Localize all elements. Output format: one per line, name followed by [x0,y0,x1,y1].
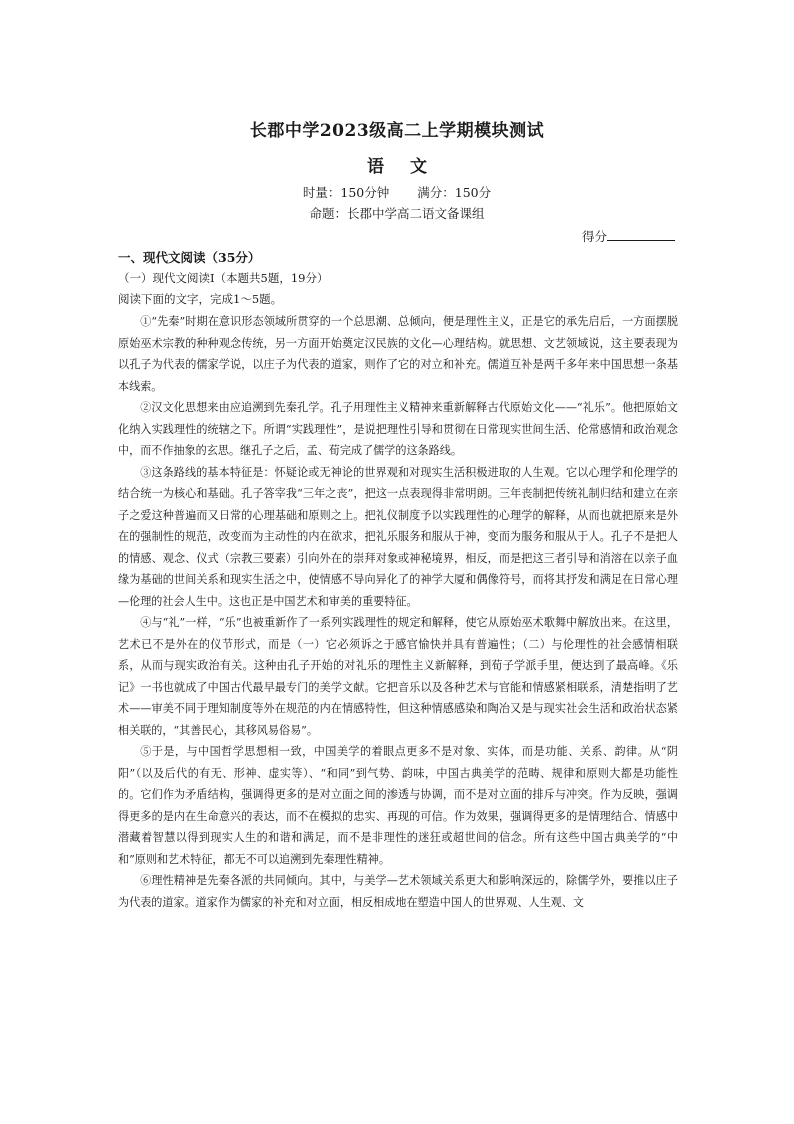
score-field[interactable] [582,227,675,245]
exam-meta [0,183,794,201]
paragraph: ④与“礼”一样，“乐”也被重新作了一系列实践理性的规定和解释，使它从原始巫术歌舞中解放出来。在这里，艺术已不是外在的仪节形式，而是（一）它必须诉之于感官愉快并具有普遍性；（二）与伦理性的社会感情相联系，从而与现实政治有关。这种由孔子开始的对礼乐的理性主义新解释，到荀子学派手里，便达到了最高峰。《乐记》一书也就成了中国古代最早最专门的美学文献。它把音乐以及各种艺术与官能和情感紧相联系，清楚指明了艺术——审美不同于理知制度等外在规范的内在情感特性，但这种情感感染和陶冶又是与现实社会生活和政治状态紧相关联的，“其善民心，其移风易俗易”。 [118,616,678,737]
score-blank-line[interactable] [607,228,675,241]
full-score: 满分：150分 [417,185,492,200]
reading-passage [118,311,678,913]
reading-instruction: 阅读下面的文字，完成1～5题。 [118,292,283,306]
subsection-heading: （一）现代文阅读Ⅰ（本题共5题，19分） [118,271,329,285]
section-heading: 一、现代文阅读（35分） [118,250,261,265]
paragraph: ③这条路线的基本特征是：怀疑论或无神论的世界观和对现实生活积极进取的人生观。它以心理学和伦理学的结合统一为核心和基础。孔子答宰我“三年之丧”，把这一点表现得非常明朗。三年丧制把传统礼制归结和建立在亲子之爱这种普遍而又日常的心理基础和原则之上。把礼仪制度予以实践理性的心理学的解释，从而也就把原来是外在的强制性的规范，改变而为主动性的内在欲求，把礼乐服务和服从于神，变而为服务和服从于人。孔子不是把人的情感、观念、仪式（宗教三要素）引向外在的崇拜对象或神秘境界，相反，而是把这三者引导和消溶在以亲子血缘为基础的世间关系和现实生活之中，使情感不导向异化了的神学大厦和偶像符号，而将其抒发和满足在日常心理—伦理的社会人生中。这也正是中国艺术和审美的重要特征。 [118,465,678,608]
paragraph: ⑤于是，与中国哲学思想相一致，中国美学的着眼点更多不是对象、实体，而是功能、关系、韵律。从“阴阳”（以及后代的有无、形神、虚实等）、“和同”到气势、韵味，中国古典美学的范畴、规律和原则大都是功能性的。它们作为矛盾结构，强调得更多的是对立面之间的渗透与协调，而不是对立面的排斥与冲突。作为反映，强调得更多的是内在生命意兴的表达，而不在模拟的忠实、再现的可信。作为效果，强调得更多的是情理结合、情感中潜藏着智慧以得到现实人生的和谐和满足，而不是非理性的迷狂或超世间的信念。所有这些中国古典美学的“中和”原则和艺术特征，都无不可以追溯到先秦理性精神。 [118,745,678,866]
exam-title: 长郡中学2023级高二上学期模块测试 [249,121,545,141]
score-field-label: 得分 [582,229,608,244]
paragraph: ②汉文化思想来由应追溯到先秦孔学。孔子用理性主义精神来重新解释古代原始文化——“礼乐”。他把原始文化纳入实践理性的统辖之下。所谓“实践理性”，是说把理性引导和贯彻在日常现实世间生活、伦常感情和政治观念中，而不作抽象的玄思。继孔子之后，孟、荀完成了儒学的这条路线。 [118,401,678,457]
paragraph: ⑥理性精神是先秦各派的共同倾向。其中，与美学—艺术领域关系更大和影响深远的，除儒学外，要推以庄子为代表的道家。道家作为儒家的补充和对立面，相反相成地在塑造中国人的世界观、人生观、文 [118,874,678,909]
proposer-line: 命题：长郡中学高二语文备课组 [309,206,485,221]
time-limit: 时量：150分钟 [302,185,390,200]
paragraph: ①“先秦”时期在意识形态领域所贯穿的一个总思潮、总倾向，便是理性主义，正是它的承先启后，一方面摆脱原始巫术宗教的种种观念传统，另一方面开始奠定汉民族的文化—心理结构。就思想、文艺领域说，这主要表现为以孔子为代表的儒家学说，以庄子为代表的道家，则作了它的对立和补充。儒道互补是两千多年来中国思想一条基本线索。 [118,315,678,393]
subject-title: 语文 [367,157,453,177]
